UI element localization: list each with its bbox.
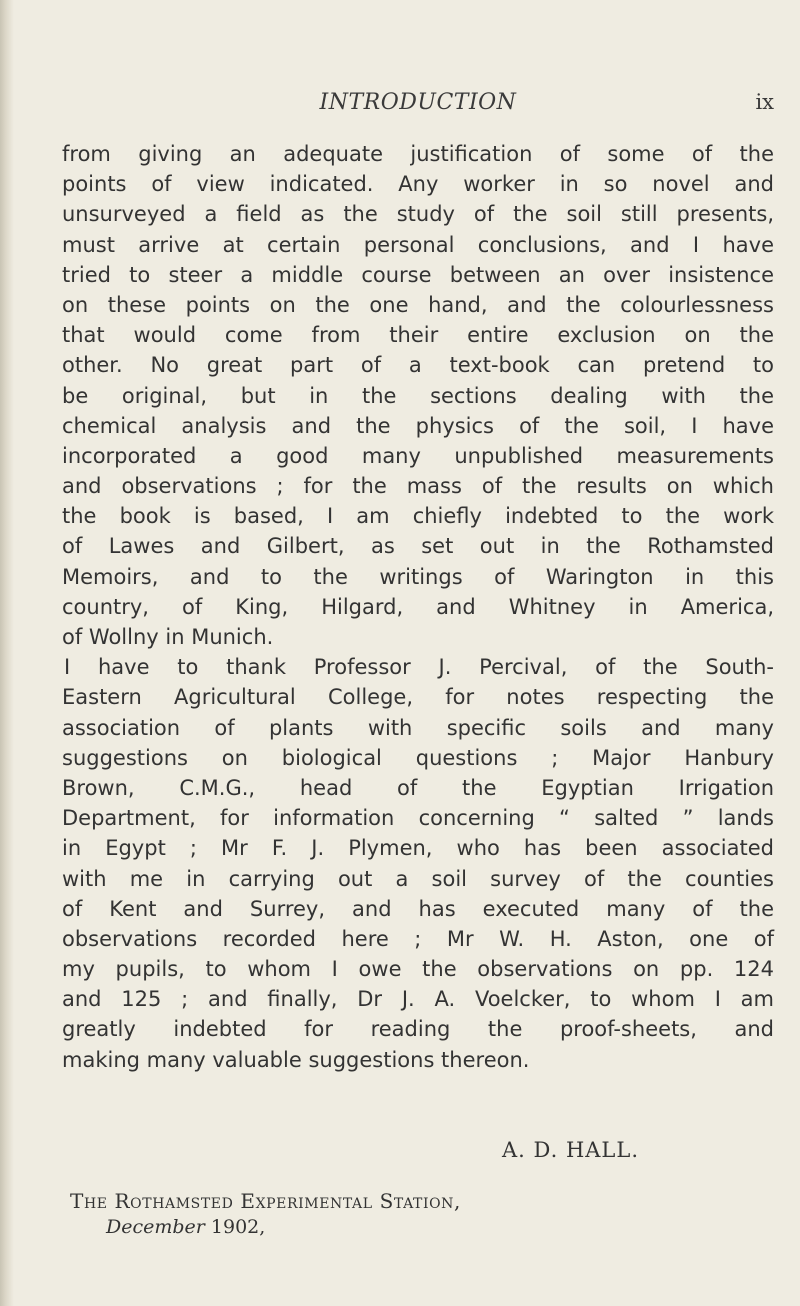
text-line: chemical analysis and the physics of the soil, I have xyxy=(62,413,774,438)
date-month: December xyxy=(106,1216,205,1238)
author-signature: A. D. HALL. xyxy=(502,1138,639,1162)
text-line: country, of King, Hilgard, and Whitney in America, xyxy=(62,594,774,619)
text-line: association of plants with specific soils and many xyxy=(62,715,774,740)
text-line: tried to steer a middle course between an over insistence xyxy=(62,262,774,287)
paragraph-start-line: I have to thank Professor J. Percival, of the South- xyxy=(64,655,774,680)
text-line: in Egypt ; Mr F. J. Plymen, who has been associated xyxy=(62,836,774,861)
text-line: Department, for information concerning “ salted ” lands xyxy=(62,806,774,831)
text-line: my pupils, to whom I owe the observations on pp. 124 xyxy=(62,957,774,982)
text-line: that would come from their entire exclusion on the xyxy=(62,323,774,348)
affiliation: The Rothamsted Experimental Station, xyxy=(70,1189,461,1213)
date-year: 1902, xyxy=(210,1216,266,1238)
text-line: making many valuable suggestions thereon. xyxy=(62,1047,530,1072)
date-line xyxy=(106,1216,265,1238)
text-line: observations recorded here ; Mr W. H. Aston, one of xyxy=(62,926,774,951)
text-line: points of view indicated. Any worker in so novel and xyxy=(62,172,774,197)
text-line: the book is based, I am chiefly indebted to the work xyxy=(62,504,774,529)
body-text xyxy=(62,139,774,1075)
running-head xyxy=(62,90,774,120)
text-line: on these points on the one hand, and the colourlessness xyxy=(62,292,774,317)
text-line: greatly indebted for reading the proof-sheets, and xyxy=(62,1017,774,1042)
text-line: and 125 ; and finally, Dr J. A. Voelcker, to whom I am xyxy=(62,987,774,1012)
text-line: incorporated a good many unpublished measurements xyxy=(62,443,774,468)
text-line: of Lawes and Gilbert, as set out in the Rothamsted xyxy=(62,534,774,559)
text-line: be original, but in the sections dealing with the xyxy=(62,383,774,408)
page-number: ix xyxy=(755,90,774,114)
text-line: with me in carrying out a soil survey of the counties xyxy=(62,866,774,891)
text-line: of Wollny in Munich. xyxy=(62,625,274,649)
text-line: Memoirs, and to the writings of Warington in this xyxy=(62,564,774,589)
text-line: other. No great part of a text-book can pretend to xyxy=(62,353,774,378)
text-line: Eastern Agricultural College, for notes respecting the xyxy=(62,685,774,710)
text-line: suggestions on biological questions ; Major Hanbury xyxy=(62,745,774,770)
text-line: unsurveyed a field as the study of the soil still presents, xyxy=(62,202,774,227)
text-line: and observations ; for the mass of the results on which xyxy=(62,474,774,499)
running-title: INTRODUCTION xyxy=(319,90,517,115)
text-line: from giving an adequate justification of some of the xyxy=(62,142,774,166)
book-page xyxy=(62,0,774,1306)
page-gutter-shadow xyxy=(0,0,14,1306)
text-line: of Kent and Surrey, and has executed many of the xyxy=(62,896,774,921)
text-line: must arrive at certain personal conclusions, and I have xyxy=(62,232,774,257)
text-line: Brown, C.M.G., head of the Egyptian Irrigation xyxy=(62,775,774,800)
